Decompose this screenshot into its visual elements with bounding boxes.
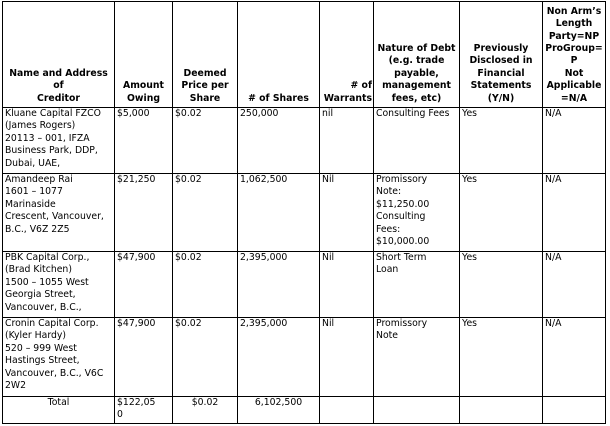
cell-nature: Short Term Loan xyxy=(374,252,460,318)
total-row xyxy=(3,397,606,424)
table-row xyxy=(3,108,606,174)
cell-disclosed: Yes xyxy=(460,174,543,252)
cell-nature: Promissory Note: $11,250.00 Consulting Fees: $10,000.00 xyxy=(374,174,460,252)
cell-warrants: Nil xyxy=(320,318,374,397)
cell-shares: 250,000 xyxy=(238,108,320,174)
header-deemed-price: Deemed Price per Share xyxy=(173,2,238,108)
table-row xyxy=(3,252,606,318)
header-creditor: Name and Address of Creditor xyxy=(3,2,115,108)
cell-warrants: Nil xyxy=(320,252,374,318)
header-previously-disclosed: Previously Disclosed in Financial Statements (Y/N) xyxy=(460,2,543,108)
cell-creditor: Kluane Capital FZCO (James Rogers) 20113 – 001, IFZA Business Park, DDP, Dubai, UAE, xyxy=(3,108,115,174)
cell-disclosed: Yes xyxy=(460,318,543,397)
cell-warrants: Nil xyxy=(320,174,374,252)
cell-warrants: nil xyxy=(320,108,374,174)
cell-arms: N/A xyxy=(543,174,606,252)
cell-shares: 1,062,500 xyxy=(238,174,320,252)
cell-amount: $5,000 xyxy=(115,108,173,174)
cell-creditor: Cronin Capital Corp. (Kyler Hardy) 520 – 999 West Hastings Street, Vancouver, B.C., V6C 2W2 xyxy=(3,318,115,397)
total-label: Total xyxy=(3,397,115,424)
cell-amount: $21,250 xyxy=(115,174,173,252)
cell-disclosed: Yes xyxy=(460,108,543,174)
total-empty-cell xyxy=(320,397,374,424)
cell-arms: N/A xyxy=(543,108,606,174)
table-row xyxy=(3,174,606,252)
total-shares: 6,102,500 xyxy=(238,397,320,424)
cell-creditor: PBK Capital Corp., (Brad Kitchen) 1500 – 1055 West Georgia Street, Vancouver, B.C., xyxy=(3,252,115,318)
cell-shares: 2,395,000 xyxy=(238,318,320,397)
total-amount: $122,05 0 xyxy=(115,397,173,424)
header-shares: # of Shares xyxy=(238,2,320,108)
header-nature-of-debt: Nature of Debt (e.g. trade payable, management fees, etc) xyxy=(374,2,460,108)
cell-arms: N/A xyxy=(543,252,606,318)
header-arms-length: Non Arm’s Length Party=NP ProGroup= P Not Applicable =N/A xyxy=(543,2,606,108)
cell-arms: N/A xyxy=(543,318,606,397)
cell-nature: Consulting Fees xyxy=(374,108,460,174)
header-row xyxy=(3,2,606,108)
total-empty-cell xyxy=(543,397,606,424)
cell-disclosed: Yes xyxy=(460,252,543,318)
header-warrants: # of Warrants xyxy=(320,2,374,108)
table-row xyxy=(3,318,606,397)
cell-shares: 2,395,000 xyxy=(238,252,320,318)
cell-amount: $47,900 xyxy=(115,252,173,318)
cell-price: $0.02 xyxy=(173,174,238,252)
cell-price: $0.02 xyxy=(173,108,238,174)
total-empty-cell xyxy=(460,397,543,424)
total-price: $0.02 xyxy=(173,397,238,424)
cell-creditor: Amandeep Rai 1601 – 1077 Marinaside Crescent, Vancouver, B.C., V6Z 2Z5 xyxy=(3,174,115,252)
cell-price: $0.02 xyxy=(173,318,238,397)
total-empty-cell xyxy=(374,397,460,424)
creditor-debt-table xyxy=(2,1,606,424)
cell-nature: Promissory Note xyxy=(374,318,460,397)
cell-price: $0.02 xyxy=(173,252,238,318)
cell-amount: $47,900 xyxy=(115,318,173,397)
header-amount-owing: Amount Owing xyxy=(115,2,173,108)
